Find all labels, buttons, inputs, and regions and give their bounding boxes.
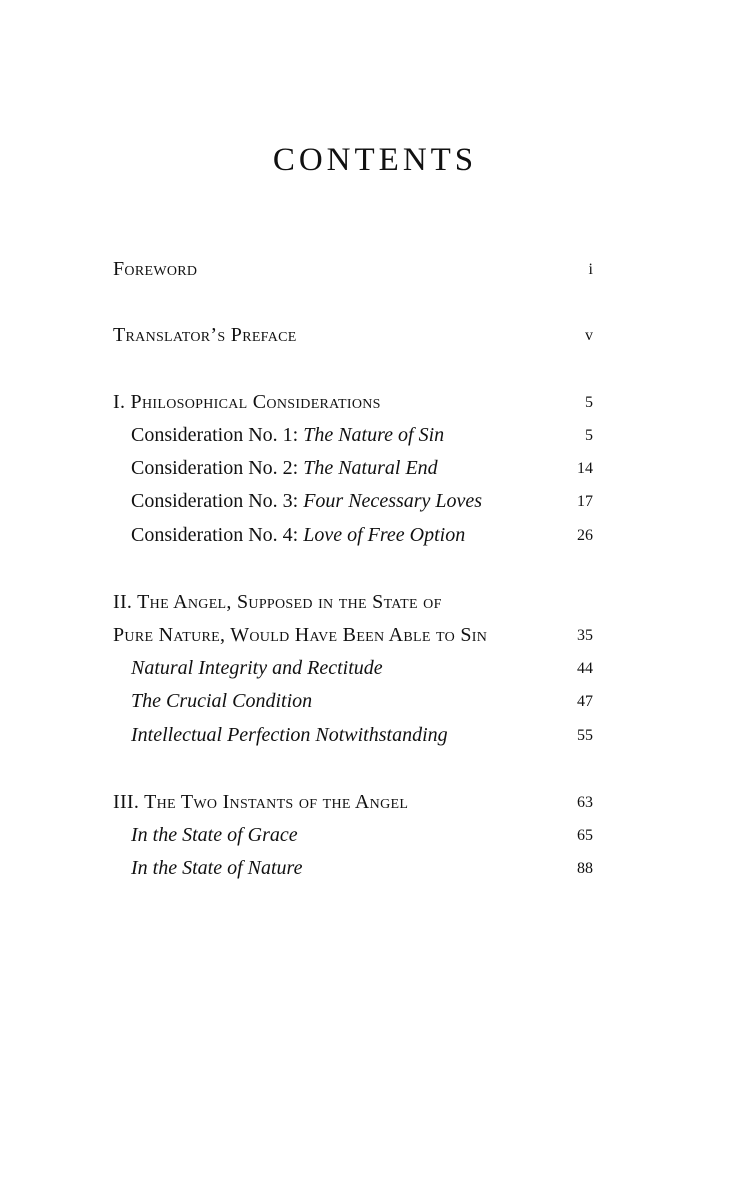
toc-part-heading-1[interactable] — [113, 387, 593, 417]
toc-page-number: 65 — [577, 827, 593, 844]
consideration-title: The Natural End — [303, 457, 438, 479]
toc-part-label: Pure Nature, Would Have Been Able to Sin — [113, 624, 488, 646]
toc-page-number: 14 — [577, 460, 593, 477]
consideration-prefix: Consideration No. 3: — [131, 490, 304, 512]
page-title: CONTENTS — [272, 142, 478, 178]
toc-page-number: 88 — [577, 860, 593, 877]
toc-entry-label: Translator’s Preface — [113, 324, 297, 346]
toc-entry-state-of-nature[interactable] — [113, 853, 593, 883]
toc-entry-natural-integrity[interactable] — [113, 653, 593, 683]
toc-entry-label: Foreword — [113, 258, 198, 280]
toc-part-label: I. Philosophical Considerations — [113, 391, 381, 413]
toc-page-number: 5 — [585, 394, 593, 411]
toc-entry-consideration-4[interactable] — [113, 520, 593, 550]
toc-entry-consideration-3[interactable] — [113, 486, 593, 516]
consideration-prefix: Consideration No. 1: — [131, 424, 304, 446]
toc-page-number: 26 — [577, 527, 593, 544]
toc-entry-label — [113, 420, 444, 450]
consideration-prefix: Consideration No. 4: — [131, 524, 304, 546]
toc-page-number: 63 — [577, 794, 593, 811]
toc-part-heading-3[interactable] — [113, 787, 593, 817]
toc-entry-label: Intellectual Perfection Notwithstanding — [131, 724, 448, 746]
toc-entry-label: In the State of Grace — [131, 824, 298, 846]
consideration-title: Love of Free Option — [303, 524, 466, 546]
toc-page-number: 5 — [585, 427, 593, 444]
toc-entry-foreword[interactable] — [113, 254, 593, 284]
toc-entry-consideration-2[interactable] — [113, 453, 593, 483]
toc-part-label: II. The Angel, Supposed in the State of — [113, 591, 442, 613]
toc-part-label: III. The Two Instants of the Angel — [113, 791, 409, 813]
toc-entry-intellectual-perfection[interactable] — [113, 720, 593, 750]
toc-entry-crucial-condition[interactable] — [113, 686, 593, 716]
toc-entry-label: Natural Integrity and Rectitude — [131, 657, 383, 679]
toc-part-heading-2-line-2[interactable] — [113, 620, 593, 650]
toc-page-number: 44 — [577, 660, 593, 677]
toc-entry-label — [113, 453, 438, 483]
consideration-title: Four Necessary Loves — [303, 490, 483, 512]
toc-page-number: 17 — [577, 493, 593, 510]
toc-entry-label — [113, 486, 482, 516]
toc-entry-label — [113, 520, 465, 550]
toc-entry-label: The Crucial Condition — [131, 690, 313, 712]
toc-page-number: 35 — [577, 627, 593, 644]
consideration-title: The Nature of Sin — [303, 424, 445, 446]
toc-page-number: i — [588, 261, 593, 278]
consideration-prefix: Consideration No. 2: — [131, 457, 304, 479]
toc-entry-label: In the State of Nature — [131, 857, 303, 879]
toc-entry-state-of-grace[interactable] — [113, 820, 593, 850]
toc-page-number: 55 — [577, 727, 593, 744]
toc-page-number: v — [585, 327, 593, 344]
toc-entry-translators-preface[interactable] — [113, 320, 593, 350]
toc-entry-consideration-1[interactable] — [113, 420, 593, 450]
toc-page-number: 47 — [577, 693, 593, 710]
toc-part-heading-2-line-1[interactable] — [113, 587, 593, 617]
